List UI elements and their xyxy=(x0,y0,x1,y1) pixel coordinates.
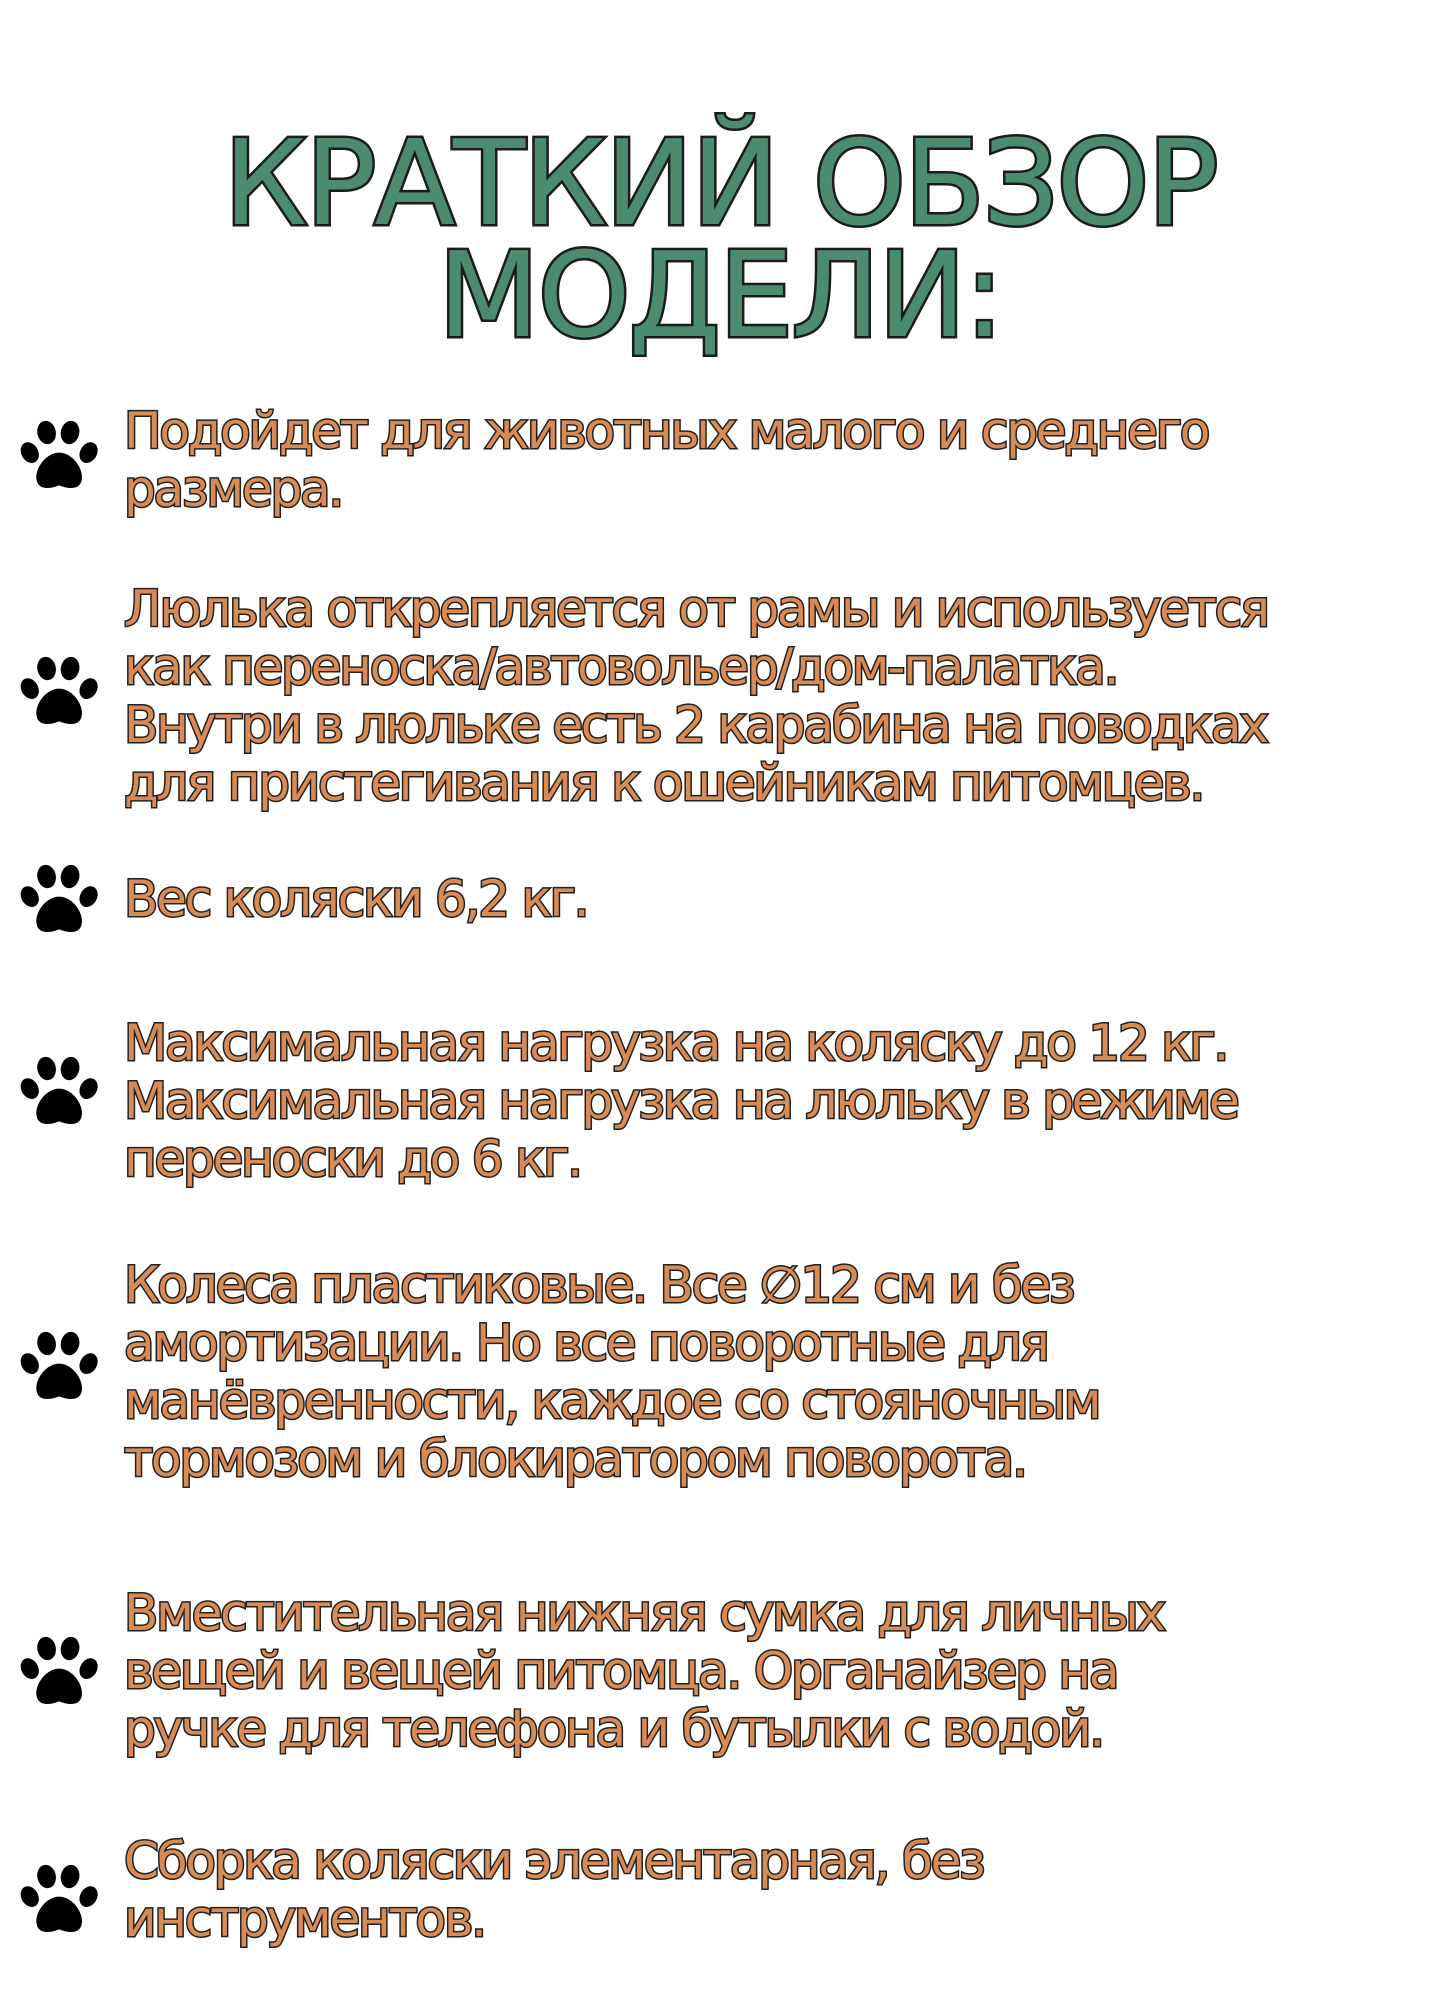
feature-line: размера. xyxy=(124,460,343,518)
feature-line: Максимальная нагрузка на коляску до 12 кг. xyxy=(124,1014,1228,1072)
feature-text xyxy=(124,1584,1424,1758)
feature-line: Сборка коляски элементарная, без xyxy=(124,1832,984,1890)
feature-line: вещей и вещей питомца. Органайзер на xyxy=(124,1642,1118,1700)
feature-line: амортизации. Но все поворотные для xyxy=(124,1314,1048,1372)
paw-print-icon xyxy=(18,1050,102,1134)
feature-line: тормозом и блокиратором поворота. xyxy=(124,1430,1026,1488)
feature-line: для пристегивания к ошейникам питомцев. xyxy=(124,754,1204,812)
feature-text xyxy=(124,1256,1424,1488)
title-line-1: КРАТКИЙ ОБЗОР xyxy=(223,114,1217,253)
feature-line: переноски до 6 кг. xyxy=(124,1130,581,1188)
feature-line: Внутри в люльке есть 2 карабина на поводках xyxy=(124,696,1267,754)
feature-line: Колеса пластиковые. Все ∅12 см и без xyxy=(124,1256,1074,1314)
feature-line: манёвренности, каждое со стояночным xyxy=(124,1372,1100,1430)
feature-line: инструментов. xyxy=(124,1890,485,1948)
feature-text xyxy=(124,402,1424,518)
feature-text xyxy=(124,580,1424,812)
feature-text xyxy=(124,1014,1424,1188)
paw-print-icon xyxy=(18,1325,102,1409)
page-title xyxy=(0,114,1440,365)
feature-line: Люлька открепляется от рамы и используется xyxy=(124,580,1268,638)
feature-line: Максимальная нагрузка на люльку в режиме xyxy=(124,1072,1238,1130)
paw-print-icon xyxy=(18,650,102,734)
feature-text xyxy=(124,870,1424,928)
paw-print-icon xyxy=(18,1630,102,1714)
title-line-2: МОДЕЛИ: xyxy=(437,226,1003,365)
feature-text xyxy=(124,1832,1424,1948)
feature-line: ручке для телефона и бутылки с водой. xyxy=(124,1700,1103,1758)
feature-line: Вес коляски 6,2 кг. xyxy=(124,870,588,928)
paw-print-icon xyxy=(18,1858,102,1942)
feature-line: как переноска/автовольер/дом-палатка. xyxy=(124,638,1118,696)
feature-line: Вместительная нижняя сумка для личных xyxy=(124,1584,1164,1642)
paw-print-icon xyxy=(18,858,102,942)
paw-print-icon xyxy=(18,414,102,498)
feature-line: Подойдет для животных малого и среднего xyxy=(124,402,1209,460)
